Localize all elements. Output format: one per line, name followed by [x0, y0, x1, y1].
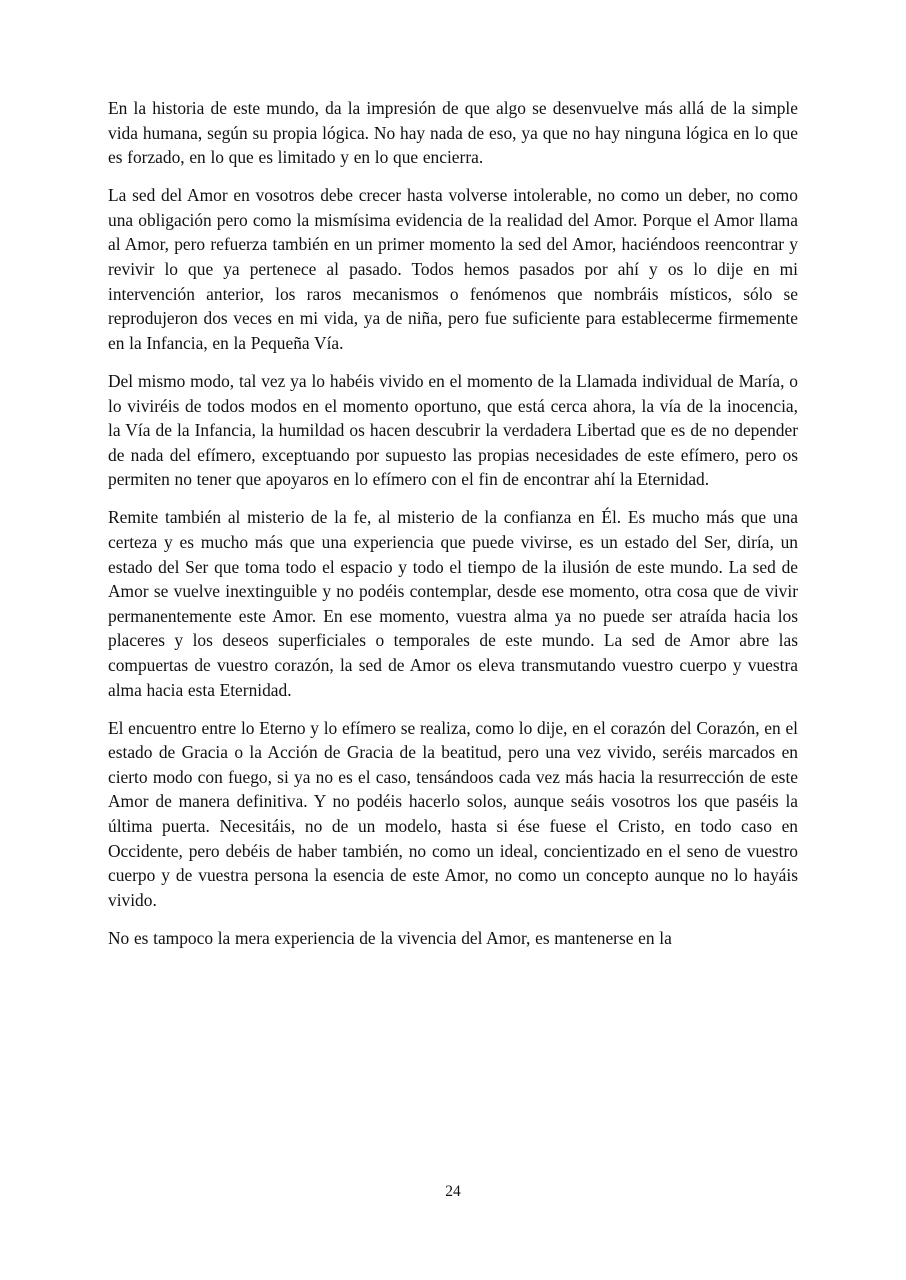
paragraph: No es tampoco la mera experiencia de la vivencia del Amor, es mantenerse en la — [108, 927, 672, 948]
paragraph: En la historia de este mundo, da la impresión de que algo se desenvuelve más allá de la simple vida humana, según su propia lógica. No hay nada de eso, ya que no hay ninguna lógica en lo que es forzado, en lo que es limitado y en lo que encierra. — [108, 98, 798, 168]
paragraph: Remite también al misterio de la fe, al misterio de la confianza en Él. Es mucho más que una certeza y es mucho más que una experiencia que puede vivirse, es un estado del Ser, diría, un estado del Ser que toma todo el espacio y todo el tiempo de la ilusión de este mundo. La sed de Amor se vuelve inextinguible y no podéis contemplar, desde ese momento, otra cosa que de vivir permanentemente este Amor. En ese momento, vuestra alma ya no puede ser atraída hacia los placeres y los deseos superficiales o temporales de este mundo. La sed de Amor abre las compuertas de vuestro corazón, la sed de Amor os eleva transmutando vuestro cuerpo y vuestra alma hacia esta Eternidad. — [108, 507, 798, 700]
page-number: 24 — [445, 1183, 461, 1200]
paragraph: Del mismo modo, tal vez ya lo habéis vivido en el momento de la Llamada individual de María, o lo viviréis de todos modos en el momento oportuno, que está cerca ahora, la vía de la inocencia, la Vía de la Infancia, la humildad os hacen descubrir la verdadera Libertad que es de no depender de nada del efímero, exceptuando por supuesto las propias necesidades de este efímero, pero os permiten no tener que apoyaros en lo efímero con el fin de encontrar ahí la Eternidad. — [108, 370, 798, 490]
page-body-text — [108, 96, 798, 951]
paragraph: La sed del Amor en vosotros debe crecer hasta volverse intolerable, no como un deber, no como una obligación pero como la mismísima evidencia de la realidad del Amor. Porque el Amor llama al Amor, pero refuerza también en un primer momento la sed del Amor, haciéndoos reencontrar y revivir lo que ya pertenece al pasado. Todos hemos pasados por ahí y os lo dije en mi intervención anterior, los raros mecanismos o fenómenos que nombráis místicos, sólo se reprodujeron dos veces en mi vida, ya de niña, pero fue suficiente para establecerme firmemente en la Infancia, en la Pequeña Vía. — [108, 185, 798, 353]
paragraph: El encuentro entre lo Eterno y lo efímero se realiza, como lo dije, en el corazón del Corazón, en el estado de Gracia o la Acción de Gracia de la beatitud, pero una vez vivido, seréis marcados en cierto modo con fuego, si ya no es el caso, tensándoos cada vez más hacia la resurrección de este Amor de manera definitiva. Y no podéis hacerlo solos, aunque seáis vosotros los que paséis la última puerta. Necesitáis, no de un modelo, hasta si ése fuese el Cristo, en todo caso en Occidente, pero debéis de haber también, no como un ideal, concientizado en el seno de vuestro cuerpo y de vuestra persona la esencia de este Amor, no como un concepto aunque no lo hayáis vivido. — [108, 717, 798, 910]
